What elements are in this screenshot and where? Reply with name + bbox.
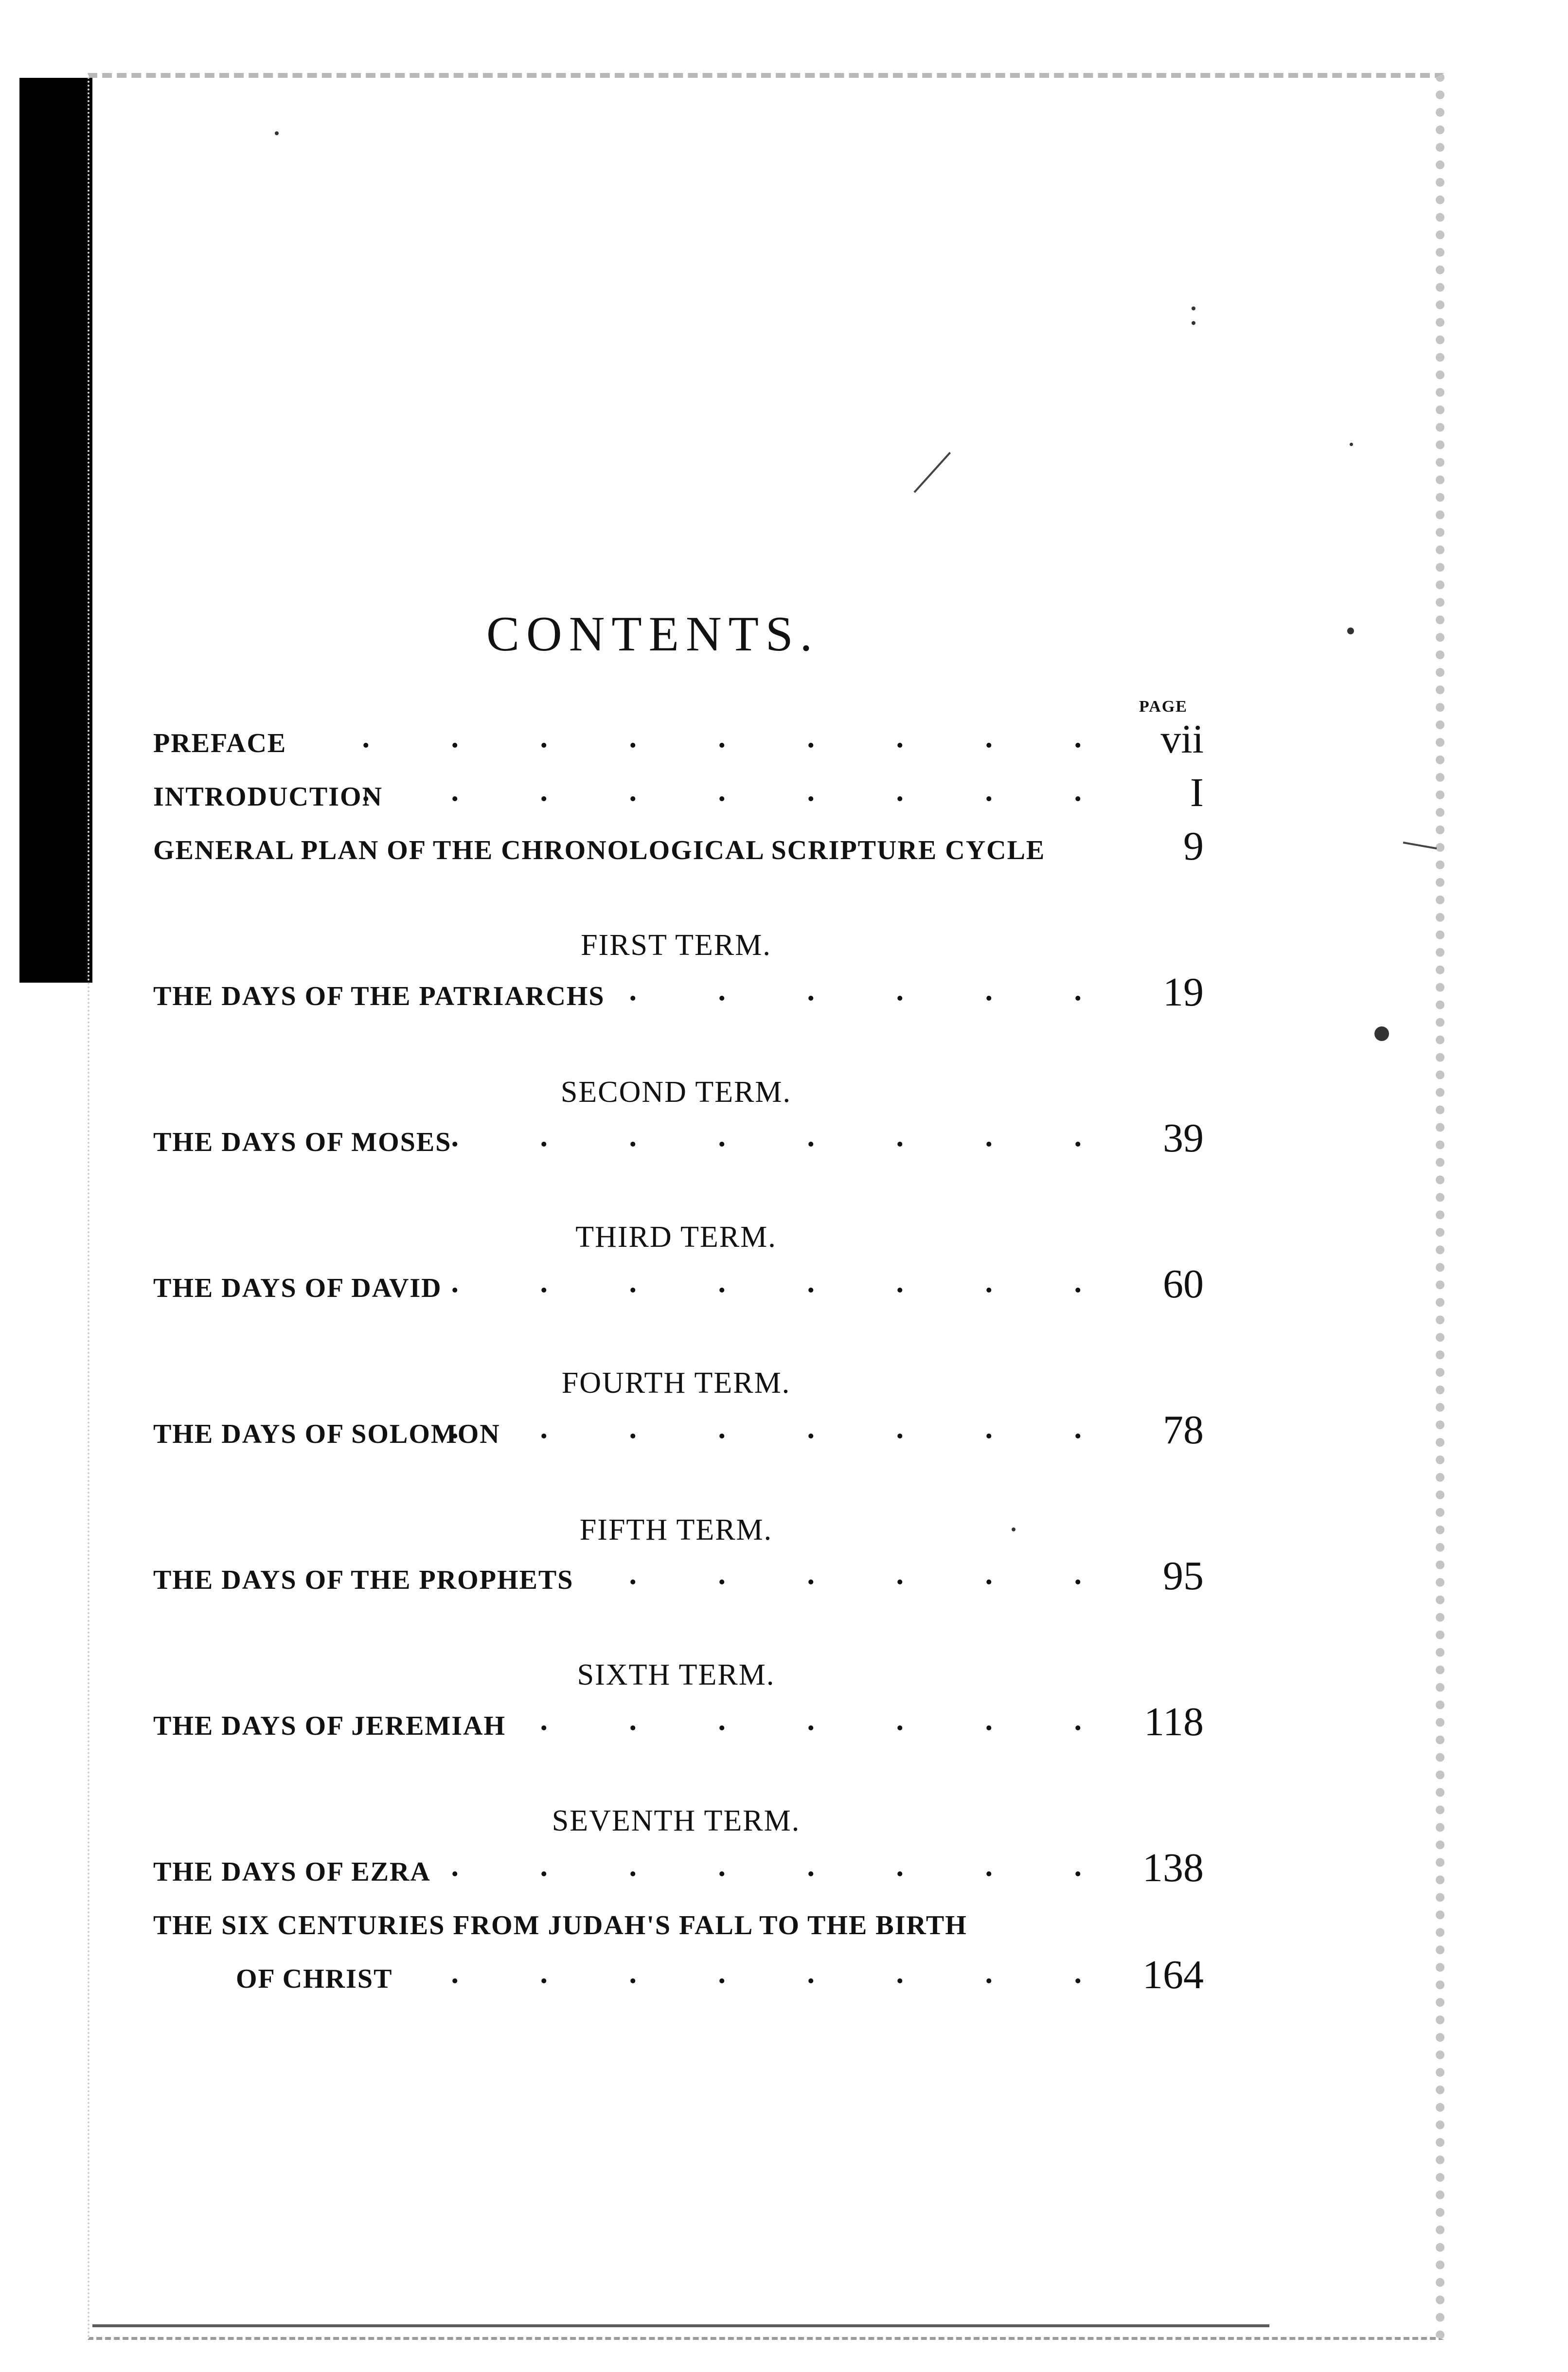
- toc-entry: [153, 717, 1204, 763]
- toc-entry: [153, 1553, 1204, 1599]
- dot-leader: . . . . . . . .: [451, 1957, 1119, 1990]
- entry-label: OF CHRIST: [236, 1964, 393, 1994]
- toc-entry: [153, 824, 1204, 870]
- entry-label: GENERAL PLAN OF THE CHRONOLOGICAL SCRIPTURE CYCLE: [153, 835, 1046, 865]
- scan-speck: [1347, 628, 1354, 634]
- toc-entry: [153, 1845, 1204, 1891]
- dot-leader: . . . . . . . . .: [362, 721, 1119, 754]
- entry-page: 19: [1163, 970, 1204, 1015]
- dot-leader: . . . . . .: [629, 1558, 1119, 1591]
- entry-label: THE SIX CENTURIES FROM JUDAH'S FALL TO THE BIRTH: [153, 1910, 967, 1941]
- page-title: CONTENTS.: [486, 607, 820, 662]
- binding-shadow: [19, 78, 92, 983]
- toc-entry: [153, 1261, 1204, 1308]
- entry-page: 39: [1163, 1115, 1204, 1161]
- entry-label: THE DAYS OF THE PATRIARCHS: [153, 981, 605, 1011]
- dot-leader: . . . . . .: [629, 974, 1119, 1007]
- term-heading: FIFTH TERM.: [579, 1513, 773, 1546]
- dot-leader: . . . . . . . .: [451, 1850, 1119, 1883]
- entry-label: THE DAYS OF EZRA: [153, 1857, 431, 1887]
- entry-label: THE DAYS OF SOLOMON: [153, 1419, 500, 1449]
- scan-speck: [1192, 306, 1195, 310]
- entry-label: THE DAYS OF MOSES: [153, 1127, 452, 1157]
- entry-page: 164: [1142, 1952, 1204, 1997]
- toc-entry: [153, 1699, 1204, 1745]
- scan-speck: [1374, 1026, 1389, 1041]
- page-column-header: PAGE: [1139, 698, 1188, 716]
- dot-leader: . . . . . . . . .: [362, 774, 1119, 808]
- toc-entry: [153, 1952, 1204, 1998]
- entry-page: 95: [1163, 1553, 1204, 1599]
- term-heading: FOURTH TERM.: [561, 1366, 791, 1400]
- scan-speck: [1350, 443, 1353, 446]
- bottom-rule: [92, 2324, 1269, 2327]
- entry-page: 60: [1163, 1261, 1204, 1307]
- entry-page: 9: [1183, 824, 1204, 869]
- entry-label: INTRODUCTION: [153, 782, 383, 812]
- entry-label: THE DAYS OF DAVID: [153, 1273, 442, 1303]
- dot-leader: . . . . . . . .: [451, 1266, 1119, 1299]
- term-heading: FIRST TERM.: [581, 929, 771, 962]
- toc-entry: [153, 970, 1204, 1016]
- toc-entry: [153, 1115, 1204, 1162]
- entry-page: vii: [1160, 717, 1204, 762]
- scan-speck: [1192, 321, 1195, 325]
- term-heading: SIXTH TERM.: [577, 1658, 775, 1691]
- term-heading: SEVENTH TERM.: [552, 1804, 801, 1837]
- toc-entry: [153, 1407, 1204, 1454]
- term-heading: THIRD TERM.: [575, 1221, 777, 1254]
- dot-leader: . . . . . . .: [540, 1704, 1119, 1737]
- toc-entry-line: [153, 1906, 1204, 1945]
- term-heading: SECOND TERM.: [560, 1076, 792, 1109]
- toc-entry: [153, 770, 1204, 816]
- entry-page: 118: [1144, 1699, 1204, 1744]
- scan-speck: [275, 131, 279, 135]
- entry-page: I: [1190, 770, 1204, 815]
- dot-leader: . . . . . . . .: [451, 1412, 1119, 1445]
- page-edge: [88, 73, 1444, 2340]
- entry-page: 138: [1142, 1845, 1204, 1890]
- entry-label: THE DAYS OF THE PROPHETS: [153, 1565, 574, 1595]
- entry-label: THE DAYS OF JEREMIAH: [153, 1711, 506, 1741]
- entry-label: PREFACE: [153, 728, 287, 758]
- dot-leader: . . . . . . . .: [451, 1120, 1119, 1153]
- entry-page: 78: [1163, 1407, 1204, 1453]
